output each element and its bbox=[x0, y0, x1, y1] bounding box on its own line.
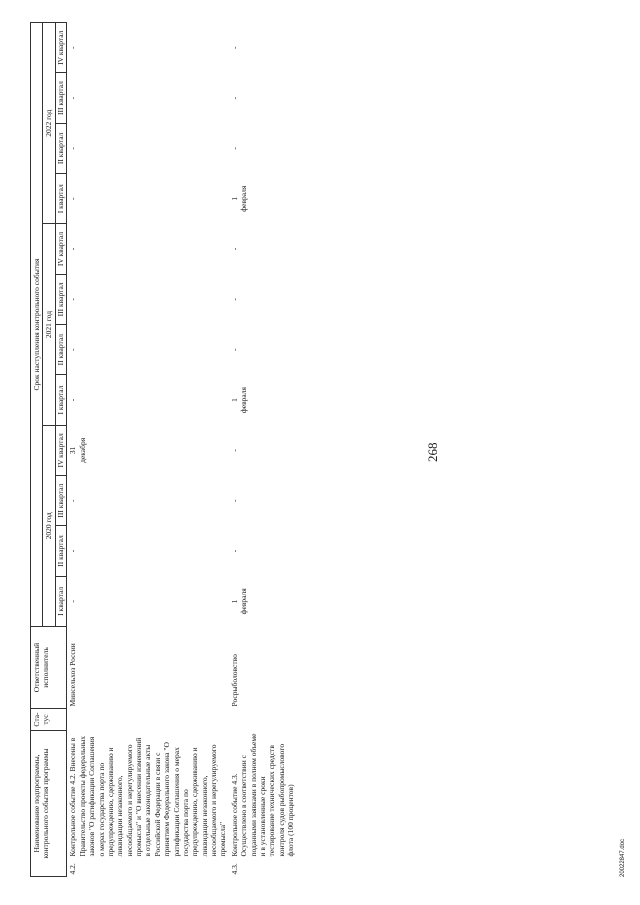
quarter-cell bbox=[229, 576, 297, 626]
header-name: Наименование подпрограммы, контрольного события программы bbox=[31, 731, 67, 877]
control-events-table bbox=[30, 22, 296, 877]
event-executor: Росрыболовство bbox=[229, 654, 239, 707]
quarter-cell: - bbox=[229, 348, 239, 351]
header-quarter: I квартал bbox=[55, 576, 67, 626]
header-quarter: IV квартал bbox=[55, 425, 67, 475]
header-status: Ста-тус bbox=[31, 709, 67, 731]
header-quarter: IV квартал bbox=[55, 23, 67, 73]
event-name: Контрольное событие 4.2. Внесены в Правительство проекты федеральных законов "О ратификации Соглашения о мерах государства порта по предупреждению, сдерживанию и ликвидации незаконного, несообщаемого и нерегулируемого промысла" и "О внесении изменений в отдельные законодательные акты Российской Федерации в связи с принятием Федерального закона "О ратификации Соглашения о мерах государства порта по предупреждению, сдерживанию и ликвидации незаконного, несообщаемого и нерегулируемого промысла" bbox=[68, 735, 228, 857]
table-header bbox=[31, 23, 67, 877]
event-executor: Минсельхоз России bbox=[68, 643, 78, 707]
header-quarter: II квартал bbox=[55, 526, 67, 576]
quarter-cell: - bbox=[68, 499, 78, 502]
row-number: 4.3. bbox=[229, 863, 239, 875]
event-status bbox=[229, 709, 297, 731]
quarter-cell bbox=[67, 425, 229, 475]
quarter-cell bbox=[229, 174, 297, 224]
quarter-cell: - bbox=[68, 147, 78, 150]
header-year: 2020 год bbox=[43, 425, 55, 626]
table-body bbox=[67, 23, 297, 877]
event-month: февраля bbox=[239, 588, 249, 615]
header-quarter: I квартал bbox=[55, 375, 67, 425]
quarter-cell: - bbox=[229, 96, 239, 100]
page-number: 268 bbox=[425, 442, 440, 462]
table-row bbox=[229, 23, 297, 877]
event-name: Контрольное событие 4.3. Осуществлено в соответствии с поданными заявками в полном объеме и в установленные сроки тестирование технических средств контроля судов рыбопромыслового флота (100 процентов) bbox=[229, 733, 295, 857]
quarter-cell: - bbox=[68, 398, 78, 402]
quarter-cell: - bbox=[229, 46, 239, 49]
quarter-cell: - bbox=[68, 247, 78, 251]
quarter-cell: - bbox=[68, 46, 78, 49]
row-number: 4.2. bbox=[68, 863, 78, 875]
event-month: февраля bbox=[239, 185, 249, 212]
header-year: 2022 год bbox=[43, 23, 55, 224]
table-row bbox=[67, 23, 229, 877]
quarter-cell: - bbox=[229, 499, 239, 502]
header-quarter: III квартал bbox=[55, 274, 67, 324]
event-month: декабря bbox=[77, 437, 87, 463]
event-day: 1 bbox=[229, 196, 239, 201]
quarter-cell: - bbox=[229, 247, 239, 251]
header-quarter: III квартал bbox=[55, 73, 67, 123]
header-quarter: I квартал bbox=[55, 174, 67, 224]
footer-filename: 20022847.doc bbox=[620, 838, 626, 877]
quarter-cell: - bbox=[229, 549, 239, 553]
quarter-cell: - bbox=[68, 549, 78, 553]
quarter-cell: - bbox=[229, 298, 239, 301]
quarter-cell: - bbox=[229, 449, 239, 452]
quarter-cell: - bbox=[68, 348, 78, 351]
header-executor: Ответственный исполнитель bbox=[31, 627, 67, 709]
header-quarter: IV квартал bbox=[55, 224, 67, 274]
event-day: 1 bbox=[229, 599, 239, 604]
event-status bbox=[67, 709, 229, 731]
quarter-cell: - bbox=[68, 600, 78, 603]
header-period: Срок наступления контрольного события bbox=[31, 23, 43, 627]
event-day: 1 bbox=[229, 398, 239, 402]
event-month: февраля bbox=[239, 386, 249, 414]
header-quarter: II квартал bbox=[55, 123, 67, 173]
quarter-cell: - bbox=[68, 96, 78, 100]
quarter-cell bbox=[229, 375, 297, 425]
quarter-cell: - bbox=[68, 197, 78, 200]
quarter-cell: - bbox=[229, 147, 239, 150]
header-quarter: II квартал bbox=[55, 325, 67, 375]
header-quarter: III квартал bbox=[55, 476, 67, 526]
header-year: 2021 год bbox=[43, 224, 55, 425]
quarter-cell: - bbox=[68, 298, 78, 301]
event-day: 31 bbox=[68, 446, 78, 455]
